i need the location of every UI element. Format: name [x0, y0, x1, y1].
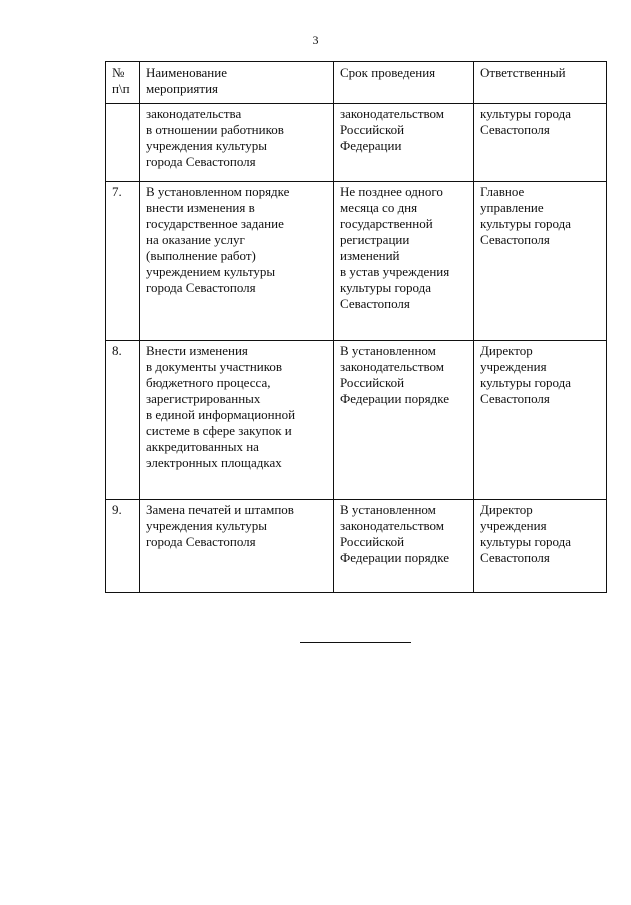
activity-name-cell: В установленном порядке внести изменения в государственное задание на оказание услуг (выполнение работ) учреждением культуры города Севастополя — [140, 182, 334, 341]
activity-name-cell: Замена печатей и штампов учреждения культуры города Севастополя — [140, 500, 334, 593]
table-row — [106, 104, 607, 182]
row-number-cell: 8. — [106, 341, 140, 500]
table-row — [106, 182, 607, 341]
activities-table — [105, 61, 607, 593]
term-cell: В установленном законодательством Российской Федерации порядке — [334, 341, 474, 500]
closing-rule — [300, 642, 411, 643]
table-header-row — [106, 62, 607, 104]
activity-name-cell: законодательства в отношении работников учреждения культуры города Севастополя — [140, 104, 334, 182]
term-cell: Не позднее одного месяца со дня государственной регистрации изменений в устав учреждения культуры города Севастополя — [334, 182, 474, 341]
term-cell: законодательством Российской Федерации — [334, 104, 474, 182]
table-row — [106, 341, 607, 500]
row-number-cell: 9. — [106, 500, 140, 593]
table-row — [106, 500, 607, 593]
term-cell: В установленном законодательством Российской Федерации порядке — [334, 500, 474, 593]
responsible-cell: Главное управление культуры города Севастополя — [474, 182, 607, 341]
responsible-cell: Директор учреждения культуры города Севастополя — [474, 500, 607, 593]
header-cell-number: № п\п — [106, 62, 140, 104]
header-cell-term: Срок проведения — [334, 62, 474, 104]
page-number: 3 — [312, 33, 319, 47]
responsible-cell: Директор учреждения культуры города Севастополя — [474, 341, 607, 500]
header-cell-responsible: Ответственный — [474, 62, 607, 104]
responsible-cell: культуры города Севастополя — [474, 104, 607, 182]
row-number-cell: 7. — [106, 182, 140, 341]
header-cell-name: Наименование мероприятия — [140, 62, 334, 104]
row-number-cell — [106, 104, 140, 182]
activity-name-cell: Внести изменения в документы участников бюджетного процесса, зарегистрированных в единой информационной системе в сфере закупок и аккредитованных на электронных площадках — [140, 341, 334, 500]
